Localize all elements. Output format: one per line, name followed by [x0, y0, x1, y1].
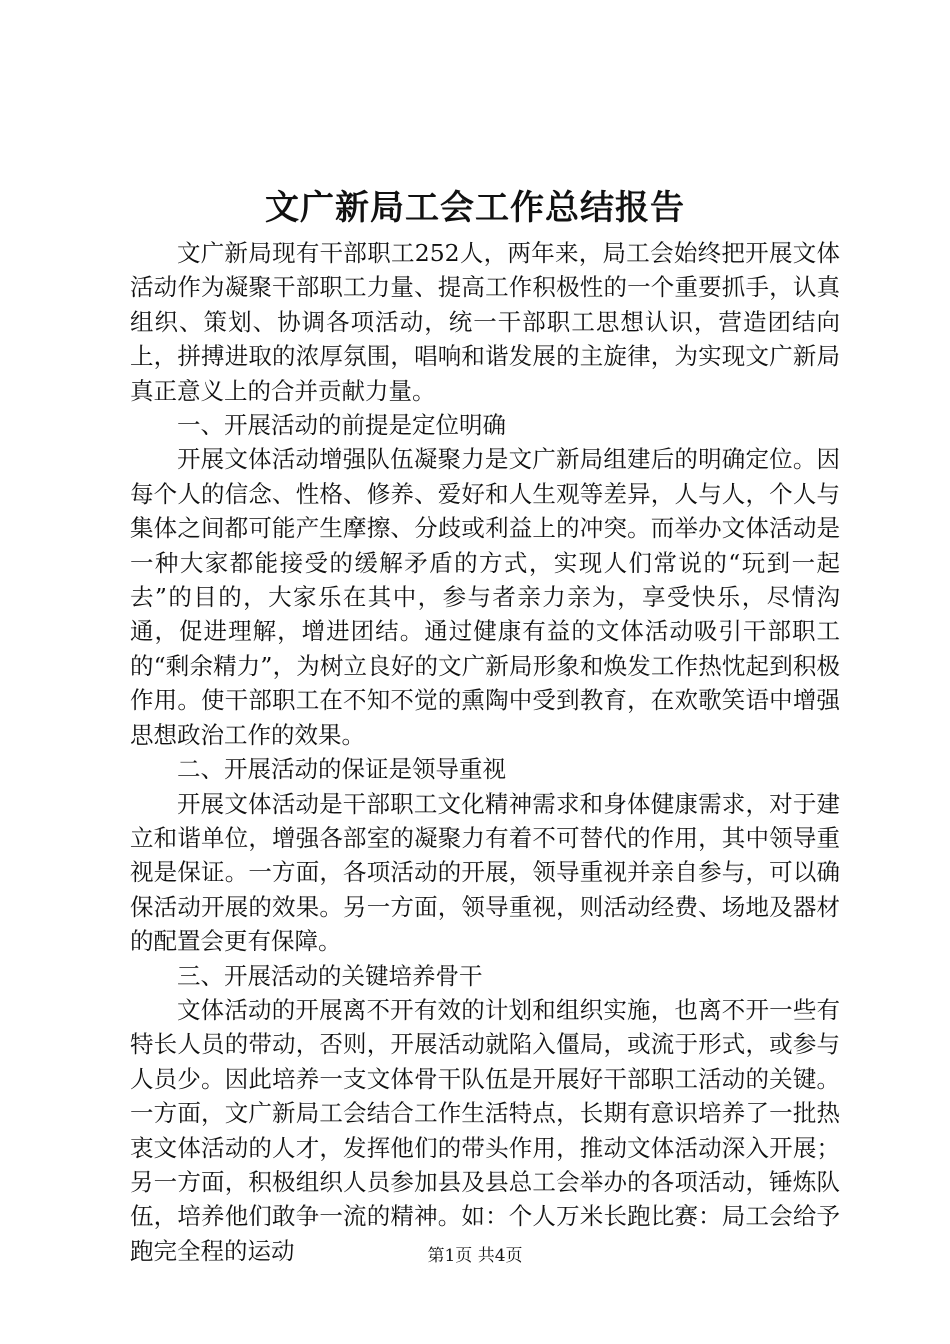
section-heading-1: 一、开展活动的前提是定位明确	[177, 411, 506, 440]
document-title: 文广新局工会工作总结报告	[265, 188, 685, 228]
paragraph-section-2: 开展文体活动是干部职工文化精神需求和身体健康需求，对于建立和谐单位，增强各部室的凝聚力有着不可替代的作用，其中领导重视是保证。一方面，各项活动的开展，领导重视并亲自参与，可以确保活动开展的效果。另一方面，领导重视，则活动经费、场地及器材的配置会更有保障。	[130, 789, 840, 956]
page-number-footer: 第1页 共4页	[427, 1246, 523, 1266]
paragraph-section-3: 文体活动的开展离不开有效的计划和组织实施，也离不开一些有特长人员的带动，否则，开展活动就陷入僵局，或流于形式，或参与人员少。因此培养一支文体骨干队伍是开展好干部职工活动的关键。一方面，文广新局工会结合工作生活特点，长期有意识培养了一批热衷文体活动的人才，发挥他们的带头作用，推动文体活动深入开展；另一方面，积极组织人员参加县及县总工会举办的各项活动，锤炼队伍，培养他们敢争一流的精神。如：个人万米长跑比赛：局工会给予跑完全程的运动	[130, 995, 840, 1265]
section-heading-2: 二、开展活动的保证是领导重视	[177, 755, 506, 784]
document-body	[130, 236, 840, 1268]
paragraph-section-1: 开展文体活动增强队伍凝聚力是文广新局组建后的明确定位。因每个人的信念、性格、修养、爱好和人生观等差异，人与人，个人与集体之间都可能产生摩擦、分歧或利益上的冲突。而举办文体活动是一种大家都能接受的缓解矛盾的方式，实现人们常说的“玩到一起去”的目的，大家乐在其中，参与者亲力亲为，享受快乐，尽情沟通，促进理解，增进团结。通过健康有益的文体活动吸引干部职工的“剩余精力”，为树立良好的文广新局形象和焕发工作热忱起到积极作用。使干部职工在不知不觉的熏陶中受到教育，在欢歌笑语中增强思想政治工作的效果。	[130, 445, 840, 749]
section-heading-3: 三、开展活动的关键培养骨干	[177, 961, 483, 990]
paragraph-intro: 文广新局现有干部职工252人，两年来，局工会始终把开展文体活动作为凝聚干部职工力量、提高工作积极性的一个重要抓手，认真组织、策划、协调各项活动，统一干部职工思想认识，营造团结向上，拼搏进取的浓厚氛围，唱响和谐发展的主旋律，为实现文广新局真正意义上的合并贡献力量。	[130, 239, 840, 405]
